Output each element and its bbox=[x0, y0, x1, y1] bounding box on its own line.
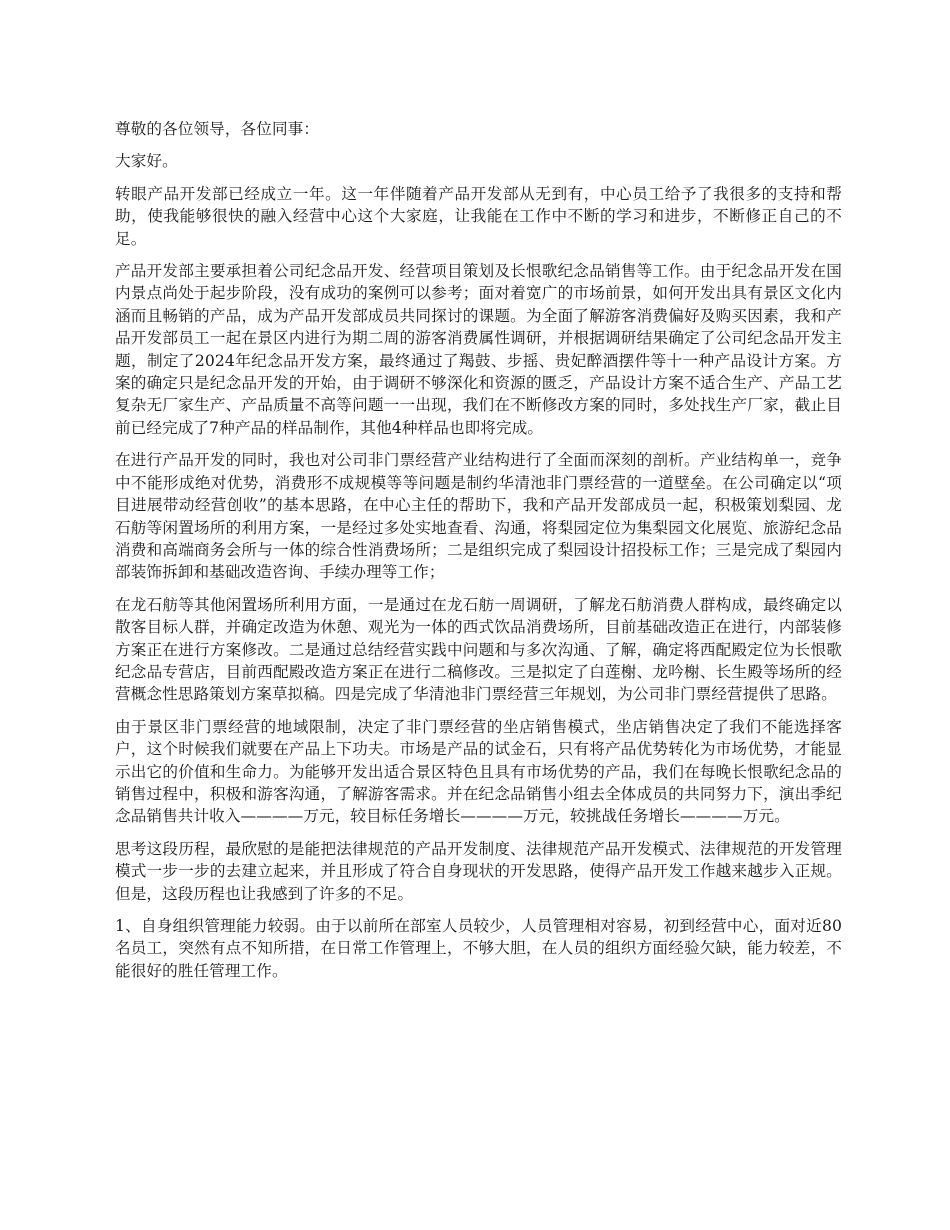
salutation: 尊敬的各位领导，各位同事： bbox=[115, 120, 320, 138]
paragraph-non-ticket-analysis: 在进行产品开发的同时，我也对公司非门票经营产业结构进行了全面而深刻的剖析。产业结构单一，竞争中不能形成绝对优势，消费形不成规模等等问题是制约华清池非门票经营的一道壁垒。在公司确定以“项目进展带动经营创收”的基本思路，在中心主任的帮助下，我和产品开发部成员一起，积极策划梨园、龙石舫等闲置场所的利用方案，一是经过多处实地查看、沟通，将梨园定位为集梨园文化展览、旅游纪念品消费和高端商务会所与一体的综合性消费场所；二是组织完成了梨园设计招投标工作；三是完成了梨园内部装饰拆卸和基础改造咨询、手续办理等工作； bbox=[115, 451, 842, 582]
document-page bbox=[115, 118, 842, 992]
paragraph-product-development: 产品开发部主要承担着公司纪念品开发、经营项目策划及长恨歌纪念品销售等工作。由于纪念品开发在国内景点尚处于起步阶段，没有成功的案例可以参考；面对着宽广的市场前景，如何开发出具有景区文化内涵而且畅销的产品，成为产品开发部成员共同探讨的课题。为全面了解游客消费偏好及购买因素，我和产品开发部员工一起在景区内进行为期二周的游客消费属性调研，并根据调研结果确定了公司纪念品开发主题，制定了2024年纪念品开发方案，最终通过了羯鼓、步摇、贵妃醉酒摆件等十一种产品设计方案。方案的确定只是纪念品开发的开始，由于调研不够深化和资源的匮乏，产品设计方案不适合生产、产品工艺复杂无厂家生产、产品质量不高等问题一一出现，我们在不断修改方案的同时，多处找生产厂家，截止目前已经完成了7种产品的样品制作，其他4种样品也即将完成。 bbox=[115, 262, 842, 437]
paragraph-idle-venues: 在龙石舫等其他闲置场所利用方面，一是通过在龙石舫一周调研，了解龙石舫消费人群构成，最终确定以散客目标人群，并确定改造为休憩、观光为一体的西式饮品消费场所，目前基础改造正在进行，内部装修方案正在进行方案修改。二是通过总结经营实践中问题和与多次沟通、了解，确定将西配殿定位为长恨歌纪念品专营店，目前西配殿改造方案正在进行二稿修改。三是拟定了白莲榭、龙吟榭、长生殿等场所的经营概念性思路策划方案草拟稿。四是完成了华清池非门票经营三年规划，为公司非门票经营提供了思路。 bbox=[115, 595, 842, 704]
paragraph-intro: 转眼产品开发部已经成立一年。这一年伴随着产品开发部从无到有，中心员工给予了我很多的支持和帮助，使我能够很快的融入经营中心这个大家庭，让我能在工作中不断的学习和进步，不断修正自己的不足。 bbox=[115, 184, 842, 248]
greeting: 大家好。 bbox=[115, 152, 178, 171]
paragraph-sales: 由于景区非门票经营的地域限制，决定了非门票经营的坐店销售模式，坐店销售决定了我们不能选择客户，这个时候我们就要在产品上下功夫。市场是产品的试金石，只有将产品优势转化为市场优势，才能显示出它的价值和生命力。为能够开发出适合景区特色且具有市场优势的产品，我们在每晚长恨歌纪念品的销售过程中，积极和游客沟通，了解游客需求。并在纪念品销售小组去全体成员的共同努力下，演出季纪念品销售共计收入————万元，较目标任务增长————万元，较挑战任务增长————万元。 bbox=[115, 717, 842, 826]
paragraph-reflection: 思考这段历程，最欣慰的是能把法律规范的产品开发制度、法律规范产品开发模式、法律规范的开发管理模式一步一步的去建立起来，并且形成了符合自身现状的开发思路，使得产品开发工作越来越步入正规。但是，这段历程也让我感到了许多的不足。 bbox=[115, 839, 842, 903]
paragraph-shortcoming-1: 1、自身组织管理能力较弱。由于以前所在部室人员较少，人员管理相对容易，初到经营中心，面对近80名员工，突然有点不知所措，在日常工作管理上，不够大胆，在人员的组织方面经验欠缺，能力较差，不能很好的胜任管理工作。 bbox=[115, 917, 842, 980]
